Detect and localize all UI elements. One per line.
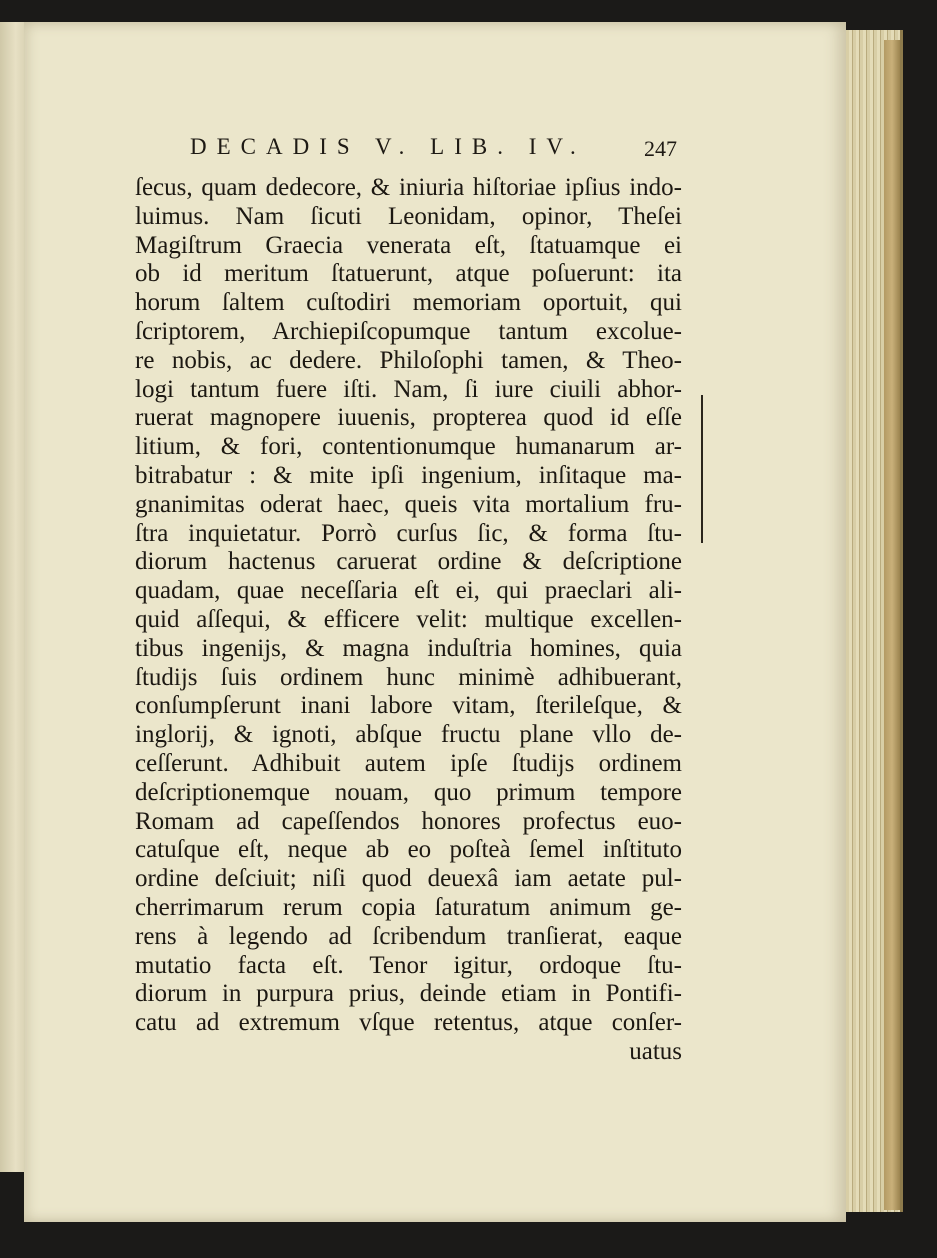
catchword: uatus (629, 1037, 682, 1065)
text-line: catu ad extremum vſque retentus, atque conſer- (135, 1009, 682, 1037)
text-line: diorum in purpura prius, deinde etiam in Pontifi- (135, 980, 682, 1008)
running-title: DECADIS V. LIB. IV. (190, 134, 586, 159)
text-line: ſtudijs ſuis ordinem hunc minimè adhibuerant, (135, 663, 682, 691)
text-line: gnanimitas oderat haec, queis vita mortalium fru- (135, 490, 682, 518)
page-number: 247 (644, 136, 677, 161)
text-line: inglorij, & ignoti, abſque fructu plane vllo de- (135, 721, 682, 749)
text-line: quid aſſequi, & efficere velit: multique excellen- (135, 605, 682, 633)
text-line: conſumpſerunt inani labore vitam, ſterileſque, & (135, 692, 682, 720)
text-line: ſecus, quam dedecore, & iniuria hiſtoriae ipſius indo- (135, 174, 682, 201)
text-line: ſcriptorem, Archiepiſcopumque tantum excolue- (135, 317, 682, 345)
text-line: ceſſerunt. Adhibuit autem ipſe ſtudijs ordinem (135, 749, 682, 777)
text-line: bitrabatur : & mite ipſi ingenium, inſitaque ma- (135, 461, 682, 489)
text-line: litium, & fori, contentionumque humanarum ar- (135, 433, 682, 461)
body-text (135, 174, 682, 1067)
text-line: diorum hactenus caruerat ordine & deſcriptione (135, 548, 682, 576)
text-line: logi tantum fuere iſti. Nam, ſi iure ciuili abhor- (135, 375, 682, 403)
text-line: horum ſaltem cuſtodiri memoriam oportuit, qui (135, 289, 682, 317)
text-line: ordine deſciuit; niſi quod deuexâ iam aetate pul- (135, 865, 682, 893)
text-line: Magiſtrum Graecia venerata eſt, ſtatuamque ei (135, 231, 682, 259)
text-line: cherrimarum rerum copia ſaturatum animum ge- (135, 893, 682, 921)
text-line: ſtra inquietatur. Porrò curſus ſic, & forma ſtu- (135, 519, 682, 547)
text-line: rens à legendo ad ſcribendum tranſierat, eaque (135, 922, 682, 950)
text-line: tibus ingenijs, & magna induſtria homines, quia (135, 634, 682, 662)
margin-rule-mark (701, 395, 703, 543)
text-line: deſcriptionemque nouam, quo primum tempore (135, 778, 682, 806)
text-line: luimus. Nam ſicuti Leonidam, opinor, Theſei (135, 202, 682, 230)
text-line: catuſque eſt, neque ab eo poſteà ſemel inſtituto (135, 836, 682, 864)
binding-edge (884, 40, 900, 1210)
text-line: re nobis, ac dedere. Philoſophi tamen, & Theo- (135, 346, 682, 374)
left-page-edge (0, 22, 27, 1172)
text-line: mutatio facta eſt. Tenor igitur, ordoque ſtu- (135, 951, 682, 979)
text-line: quadam, quae neceſſaria eſt ei, qui praeclari ali- (135, 577, 682, 605)
text-line: ob id meritum ſtatuerunt, atque poſuerunt: ita (135, 260, 682, 288)
text-line: Romam ad capeſſendos honores profectus euo- (135, 807, 682, 835)
text-line: ruerat magnopere iuuenis, propterea quod id eſſe (135, 404, 682, 432)
